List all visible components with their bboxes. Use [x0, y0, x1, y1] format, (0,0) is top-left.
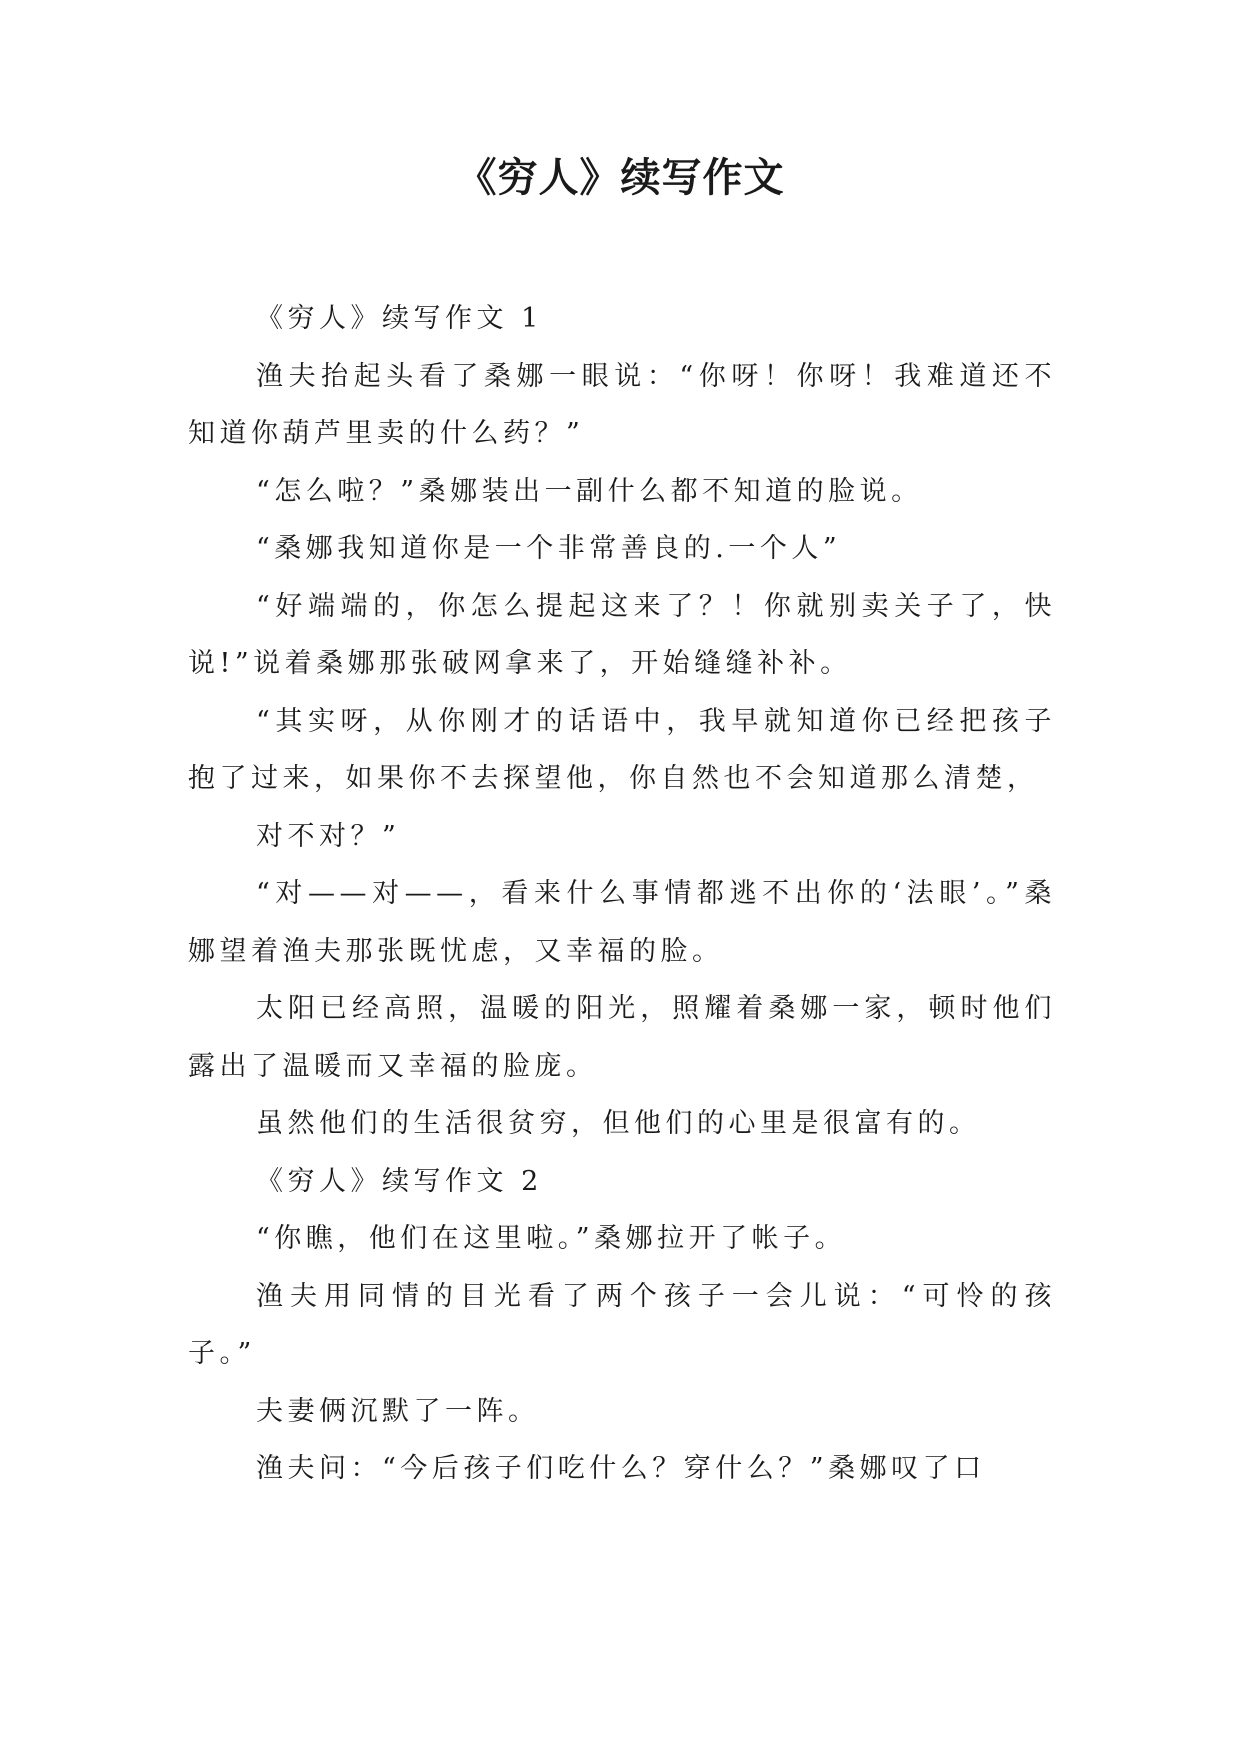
- paragraph: “对——对——，看来什么事情都逃不出你的‘法眼’。”桑娜望着渔夫那张既忧虑，又幸福的脸。: [188, 878, 1056, 967]
- paragraph: 对不对？”: [256, 820, 401, 852]
- document-title: 《穷人》续写作文: [456, 154, 785, 201]
- paragraph: 渔夫问：“今后孩子们吃什么？穿什么？”桑娜叹了口: [256, 1453, 986, 1484]
- paragraph: 太阳已经高照，温暖的阳光，照耀着桑娜一家，顿时他们露出了温暖而又幸福的脸庞。: [188, 993, 1056, 1082]
- paragraph: “好端端的，你怎么提起这来了？！你就别卖关子了，快说!”说着桑娜那张破网拿来了，开始缝缝补补。: [188, 590, 1056, 679]
- paragraph: “桑娜我知道你是一个非常善良的.一个人”: [256, 533, 842, 564]
- document-body: [188, 290, 1056, 1498]
- paragraph: 《穷人》续写作文 2: [256, 1165, 543, 1197]
- paragraph: “怎么啦？”桑娜装出一副什么都不知道的脸说。: [256, 475, 923, 507]
- paragraph: 渔夫用同情的目光看了两个孩子一会儿说：“可怜的孩子。”: [188, 1280, 1056, 1369]
- paragraph: 《穷人》续写作文 1: [256, 303, 543, 334]
- paragraph: 夫妻俩沉默了一阵。: [256, 1395, 540, 1427]
- paragraph: 虽然他们的生活很贫穷，但他们的心里是很富有的。: [256, 1108, 981, 1139]
- paragraph: 渔夫抬起头看了桑娜一眼说：“你呀！你呀！我难道还不知道你葫芦里卖的什么药？”: [188, 360, 1056, 449]
- paragraph: “你瞧，他们在这里啦。”桑娜拉开了帐子。: [256, 1223, 847, 1254]
- paragraph: “其实呀，从你刚才的话语中，我早就知道你已经把孩子抱了过来，如果你不去探望他，你自然也不会知道那么清楚，: [188, 705, 1056, 794]
